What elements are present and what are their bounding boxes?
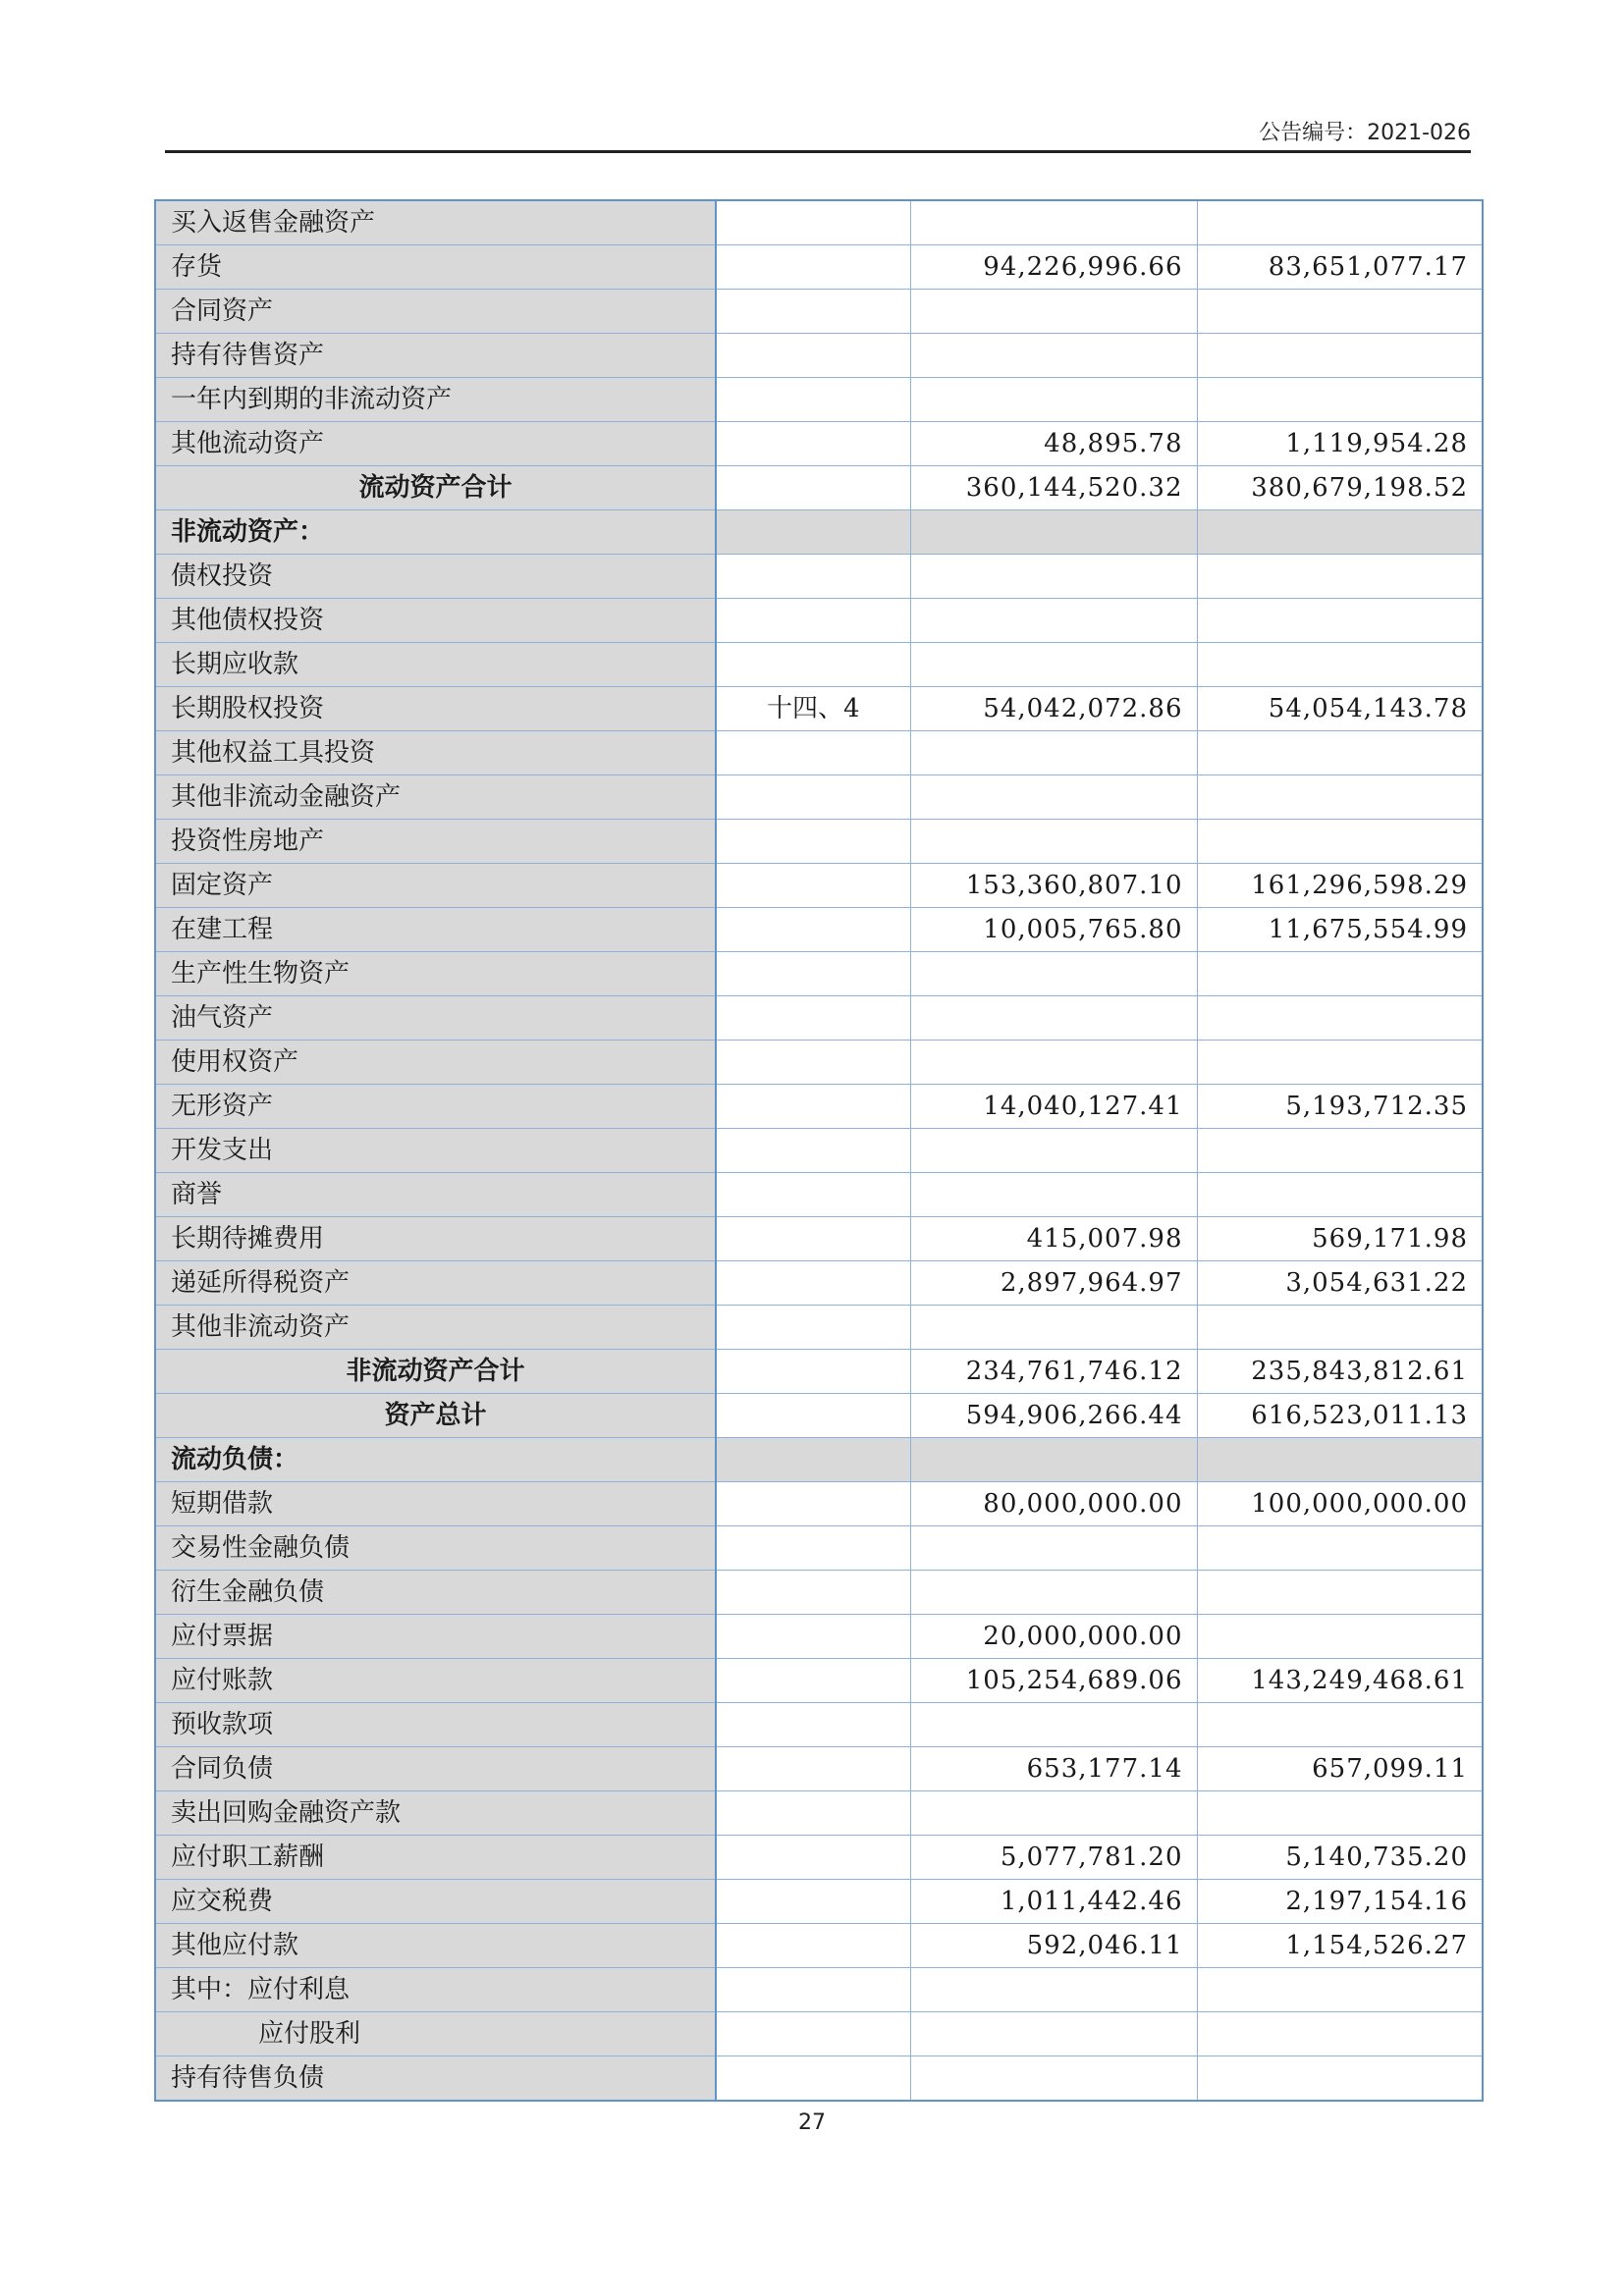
- table-row: [155, 1041, 1483, 1085]
- row-note: [716, 908, 910, 952]
- row-note: [716, 1924, 910, 1968]
- table-row: [155, 1085, 1483, 1129]
- table-row: [155, 1217, 1483, 1261]
- row-note: [716, 1085, 910, 1129]
- row-prior-period-value: [1197, 555, 1483, 599]
- row-item-label: 一年内到期的非流动资产: [155, 378, 716, 422]
- row-note: [716, 1482, 910, 1526]
- table-row: [155, 1880, 1483, 1924]
- row-note: [716, 1615, 910, 1659]
- row-item-label: 递延所得税资产: [155, 1261, 716, 1306]
- table-row: [155, 2056, 1483, 2102]
- row-note: [716, 1394, 910, 1438]
- row-note: [716, 731, 910, 775]
- row-note: [716, 555, 910, 599]
- row-note: [716, 200, 910, 245]
- row-item-label: 油气资产: [155, 996, 716, 1041]
- row-current-period-value: [910, 1968, 1197, 2012]
- row-current-period-value: [910, 599, 1197, 643]
- row-prior-period-value: [1197, 1129, 1483, 1173]
- row-note: [716, 510, 910, 555]
- row-note: [716, 1880, 910, 1924]
- row-item-label: 应付票据: [155, 1615, 716, 1659]
- row-item-label: 开发支出: [155, 1129, 716, 1173]
- row-current-period-value: 5,077,781.20: [910, 1836, 1197, 1880]
- row-item-label: 应付账款: [155, 1659, 716, 1703]
- row-current-period-value: 48,895.78: [910, 422, 1197, 466]
- row-current-period-value: 105,254,689.06: [910, 1659, 1197, 1703]
- row-current-period-value: [910, 1041, 1197, 1085]
- row-prior-period-value: 11,675,554.99: [1197, 908, 1483, 952]
- row-prior-period-value: 2,197,154.16: [1197, 1880, 1483, 1924]
- table-row: [155, 1747, 1483, 1791]
- row-current-period-value: 2,897,964.97: [910, 1261, 1197, 1306]
- row-current-period-value: 1,011,442.46: [910, 1880, 1197, 1924]
- row-item-label: 债权投资: [155, 555, 716, 599]
- row-note: [716, 245, 910, 290]
- table-row: [155, 1571, 1483, 1615]
- row-item-label: 无形资产: [155, 1085, 716, 1129]
- table-row: [155, 555, 1483, 599]
- row-note: [716, 643, 910, 687]
- table-row: [155, 510, 1483, 555]
- row-item-label: 使用权资产: [155, 1041, 716, 1085]
- row-note: [716, 1791, 910, 1836]
- row-note: [716, 775, 910, 820]
- balance-sheet-table: [154, 199, 1484, 2102]
- page-number: 27: [798, 2110, 826, 2135]
- row-note: [716, 1350, 910, 1394]
- row-item-label: 长期应收款: [155, 643, 716, 687]
- row-prior-period-value: 1,119,954.28: [1197, 422, 1483, 466]
- row-note: [716, 1173, 910, 1217]
- row-prior-period-value: [1197, 1791, 1483, 1836]
- row-prior-period-value: 616,523,011.13: [1197, 1394, 1483, 1438]
- row-item-label: 应付职工薪酬: [155, 1836, 716, 1880]
- row-prior-period-value: [1197, 1173, 1483, 1217]
- table-row: [155, 378, 1483, 422]
- announcement-number: 公告编号：2021-026: [1259, 121, 1471, 145]
- row-item-label: 合同资产: [155, 290, 716, 334]
- row-current-period-value: [910, 1306, 1197, 1350]
- row-item-label: 非流动资产合计: [155, 1350, 716, 1394]
- table-row: [155, 1350, 1483, 1394]
- row-note: [716, 1836, 910, 1880]
- row-prior-period-value: [1197, 2012, 1483, 2056]
- row-note: [716, 1438, 910, 1482]
- balance-sheet-body: [155, 200, 1483, 2101]
- row-note: [716, 864, 910, 908]
- row-current-period-value: [910, 1526, 1197, 1571]
- row-current-period-value: 653,177.14: [910, 1747, 1197, 1791]
- row-item-label: 其他流动资产: [155, 422, 716, 466]
- row-prior-period-value: 54,054,143.78: [1197, 687, 1483, 731]
- row-current-period-value: [910, 1129, 1197, 1173]
- row-current-period-value: [910, 775, 1197, 820]
- table-row: [155, 200, 1483, 245]
- table-row: [155, 996, 1483, 1041]
- row-prior-period-value: [1197, 1571, 1483, 1615]
- row-current-period-value: [910, 996, 1197, 1041]
- row-current-period-value: [910, 2056, 1197, 2102]
- row-prior-period-value: [1197, 731, 1483, 775]
- row-item-label: 买入返售金融资产: [155, 200, 716, 245]
- row-note: [716, 952, 910, 996]
- row-item-label: 其中：应付利息: [155, 1968, 716, 2012]
- row-note: [716, 1261, 910, 1306]
- row-prior-period-value: [1197, 643, 1483, 687]
- row-prior-period-value: [1197, 1968, 1483, 2012]
- table-row: [155, 290, 1483, 334]
- row-current-period-value: 10,005,765.80: [910, 908, 1197, 952]
- table-row: [155, 775, 1483, 820]
- row-note: [716, 1659, 910, 1703]
- row-note: 十四、4: [716, 687, 910, 731]
- row-current-period-value: [910, 334, 1197, 378]
- row-prior-period-value: [1197, 775, 1483, 820]
- table-row: [155, 952, 1483, 996]
- table-row: [155, 1526, 1483, 1571]
- table-row: [155, 687, 1483, 731]
- row-current-period-value: [910, 2012, 1197, 2056]
- row-current-period-value: 415,007.98: [910, 1217, 1197, 1261]
- row-prior-period-value: [1197, 952, 1483, 996]
- row-item-label: 投资性房地产: [155, 820, 716, 864]
- table-row: [155, 1836, 1483, 1880]
- row-note: [716, 1747, 910, 1791]
- row-item-label: 衍生金融负债: [155, 1571, 716, 1615]
- row-item-label: 其他权益工具投资: [155, 731, 716, 775]
- row-current-period-value: [910, 1703, 1197, 1747]
- row-prior-period-value: 657,099.11: [1197, 1747, 1483, 1791]
- row-current-period-value: 94,226,996.66: [910, 245, 1197, 290]
- row-current-period-value: 14,040,127.41: [910, 1085, 1197, 1129]
- row-current-period-value: 594,906,266.44: [910, 1394, 1197, 1438]
- row-current-period-value: [910, 952, 1197, 996]
- table-row: [155, 864, 1483, 908]
- row-note: [716, 1129, 910, 1173]
- row-prior-period-value: 380,679,198.52: [1197, 466, 1483, 510]
- row-item-label: 卖出回购金融资产款: [155, 1791, 716, 1836]
- row-current-period-value: [910, 1571, 1197, 1615]
- row-current-period-value: [910, 200, 1197, 245]
- row-prior-period-value: [1197, 2056, 1483, 2102]
- table-row: [155, 820, 1483, 864]
- document-header: [165, 110, 1471, 153]
- row-current-period-value: 153,360,807.10: [910, 864, 1197, 908]
- row-prior-period-value: [1197, 1526, 1483, 1571]
- table-row: [155, 1968, 1483, 2012]
- table-row: [155, 1261, 1483, 1306]
- row-note: [716, 1571, 910, 1615]
- row-prior-period-value: 83,651,077.17: [1197, 245, 1483, 290]
- row-current-period-value: [910, 378, 1197, 422]
- row-note: [716, 2056, 910, 2102]
- row-prior-period-value: [1197, 334, 1483, 378]
- row-note: [716, 599, 910, 643]
- table-row: [155, 1129, 1483, 1173]
- row-item-label: 资产总计: [155, 1394, 716, 1438]
- table-row: [155, 422, 1483, 466]
- table-row: [155, 245, 1483, 290]
- table-row: [155, 334, 1483, 378]
- row-item-label: 预收款项: [155, 1703, 716, 1747]
- row-prior-period-value: [1197, 290, 1483, 334]
- row-item-label: 其他非流动金融资产: [155, 775, 716, 820]
- row-current-period-value: [910, 290, 1197, 334]
- row-prior-period-value: 1,154,526.27: [1197, 1924, 1483, 1968]
- table-row: [155, 1659, 1483, 1703]
- table-row: [155, 599, 1483, 643]
- row-prior-period-value: 235,843,812.61: [1197, 1350, 1483, 1394]
- row-item-label: 非流动资产：: [155, 510, 716, 555]
- row-item-label: 应付股利: [155, 2012, 716, 2056]
- row-prior-period-value: [1197, 1703, 1483, 1747]
- row-prior-period-value: [1197, 1615, 1483, 1659]
- row-note: [716, 466, 910, 510]
- row-item-label: 存货: [155, 245, 716, 290]
- table-row: [155, 731, 1483, 775]
- row-note: [716, 2012, 910, 2056]
- row-item-label: 长期股权投资: [155, 687, 716, 731]
- row-item-label: 长期待摊费用: [155, 1217, 716, 1261]
- table-row: [155, 1394, 1483, 1438]
- row-prior-period-value: [1197, 1041, 1483, 1085]
- row-current-period-value: [910, 1438, 1197, 1482]
- row-note: [716, 1217, 910, 1261]
- row-current-period-value: [910, 1791, 1197, 1836]
- row-current-period-value: 20,000,000.00: [910, 1615, 1197, 1659]
- row-note: [716, 1041, 910, 1085]
- row-prior-period-value: [1197, 1438, 1483, 1482]
- row-item-label: 固定资产: [155, 864, 716, 908]
- row-prior-period-value: [1197, 1306, 1483, 1350]
- row-current-period-value: 360,144,520.32: [910, 466, 1197, 510]
- row-item-label: 生产性生物资产: [155, 952, 716, 996]
- row-item-label: 其他债权投资: [155, 599, 716, 643]
- table-row: [155, 2012, 1483, 2056]
- row-current-period-value: 54,042,072.86: [910, 687, 1197, 731]
- table-row: [155, 1306, 1483, 1350]
- row-note: [716, 1703, 910, 1747]
- row-item-label: 交易性金融负债: [155, 1526, 716, 1571]
- table-row: [155, 1615, 1483, 1659]
- row-note: [716, 422, 910, 466]
- row-prior-period-value: [1197, 378, 1483, 422]
- row-current-period-value: [910, 555, 1197, 599]
- row-item-label: 流动负债：: [155, 1438, 716, 1482]
- row-prior-period-value: 3,054,631.22: [1197, 1261, 1483, 1306]
- table-row: [155, 1703, 1483, 1747]
- row-prior-period-value: [1197, 599, 1483, 643]
- row-prior-period-value: 5,140,735.20: [1197, 1836, 1483, 1880]
- row-prior-period-value: [1197, 510, 1483, 555]
- row-prior-period-value: 100,000,000.00: [1197, 1482, 1483, 1526]
- row-prior-period-value: [1197, 996, 1483, 1041]
- table-row: [155, 643, 1483, 687]
- row-note: [716, 1968, 910, 2012]
- row-note: [716, 290, 910, 334]
- row-item-label: 在建工程: [155, 908, 716, 952]
- row-note: [716, 334, 910, 378]
- row-note: [716, 378, 910, 422]
- row-current-period-value: 234,761,746.12: [910, 1350, 1197, 1394]
- table-row: [155, 1924, 1483, 1968]
- table-row: [155, 466, 1483, 510]
- row-item-label: 商誉: [155, 1173, 716, 1217]
- row-current-period-value: [910, 731, 1197, 775]
- row-current-period-value: [910, 510, 1197, 555]
- row-note: [716, 1306, 910, 1350]
- row-note: [716, 1526, 910, 1571]
- row-prior-period-value: 569,171.98: [1197, 1217, 1483, 1261]
- row-note: [716, 996, 910, 1041]
- table-row: [155, 1482, 1483, 1526]
- table-row: [155, 908, 1483, 952]
- row-item-label: 合同负债: [155, 1747, 716, 1791]
- row-current-period-value: [910, 820, 1197, 864]
- row-item-label: 其他应付款: [155, 1924, 716, 1968]
- row-prior-period-value: 143,249,468.61: [1197, 1659, 1483, 1703]
- row-item-label: 应交税费: [155, 1880, 716, 1924]
- row-prior-period-value: [1197, 820, 1483, 864]
- row-prior-period-value: 161,296,598.29: [1197, 864, 1483, 908]
- table-row: [155, 1438, 1483, 1482]
- table-row: [155, 1173, 1483, 1217]
- row-current-period-value: 80,000,000.00: [910, 1482, 1197, 1526]
- row-item-label: 持有待售负债: [155, 2056, 716, 2102]
- row-current-period-value: [910, 1173, 1197, 1217]
- row-item-label: 短期借款: [155, 1482, 716, 1526]
- row-prior-period-value: 5,193,712.35: [1197, 1085, 1483, 1129]
- table-row: [155, 1791, 1483, 1836]
- row-item-label: 流动资产合计: [155, 466, 716, 510]
- row-current-period-value: [910, 643, 1197, 687]
- row-prior-period-value: [1197, 200, 1483, 245]
- row-current-period-value: 592,046.11: [910, 1924, 1197, 1968]
- row-item-label: 其他非流动资产: [155, 1306, 716, 1350]
- row-note: [716, 820, 910, 864]
- row-item-label: 持有待售资产: [155, 334, 716, 378]
